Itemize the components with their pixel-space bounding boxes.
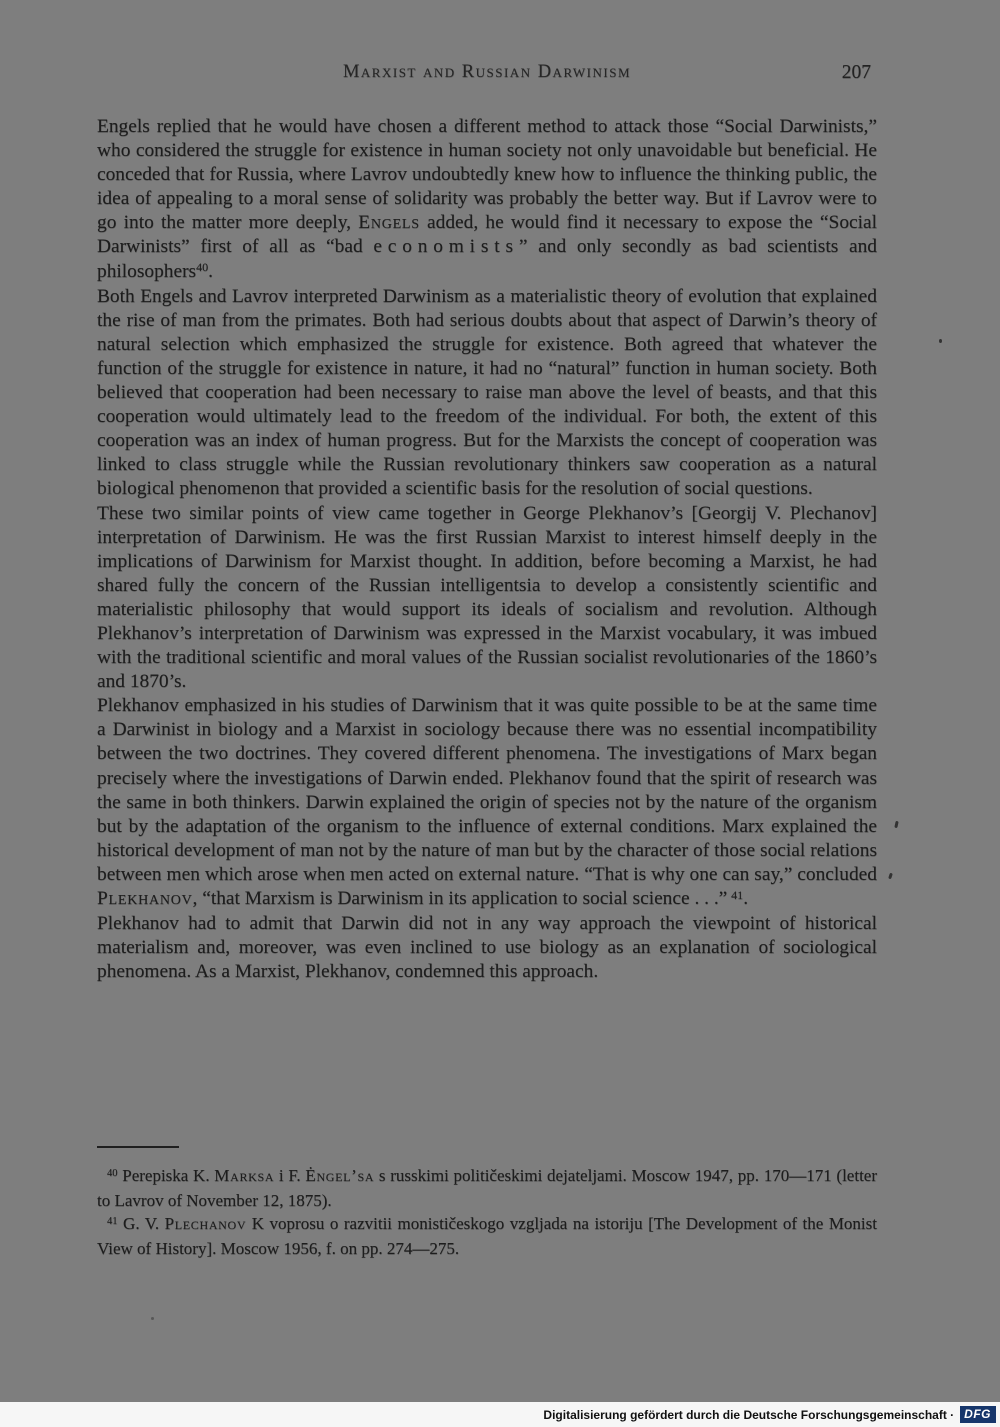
scan-artifact [151,1317,154,1320]
scan-artifact [888,873,893,880]
digitization-credit: Digitalisierung gefördert durch die Deutsche Forschungsgemeinschaft · [543,1407,955,1422]
paragraph-5: Plekhanov had to admit that Darwin did not in any way approach the viewpoint of historical materialism and, moreover, was even inclined to use biology as an explanation of sociological phenomena. As a Marxist, Plekhanov, condemned this approach. [97,913,877,983]
footnote-40: $^{40}$ Perepiska K. Marksa i F. Ėngel’sa s russkimi političeskimi dejateljami. Moscow 1947, pp. 170—171 (letter to Lavrov of November 12, 1875). [97,1166,877,1211]
footnote-separator-rule [97,1146,179,1148]
footnote-41: $^{41}$ G. V. Plechanov K voprosu o razvitii monističeskogo vzgljada na istoriju [The Development of the Monist View of History]. Moscow 1956, f. on pp. 274—275. [97,1213,877,1258]
footnotes-section [97,1146,877,1260]
paragraph-2: Both Engels and Lavrov interpreted Darwinism as a materialistic theory of evolution that explained the rise of man from the primates. Both had serious doubts about that aspect of Darwin’s theory of natural selection which emphasized the struggle for existence. Both agreed that whatever the function of the struggle for existence in nature, it had no “natural” function in human society. Both believed that cooperation had been necessary to raise man above the level of beasts, and that this cooperation would ultimately lead to the freedom of the individual. For both, the extent of this cooperation was an index of human progress. But for the Marxists the concept of cooperation was linked to class struggle while the Russian revolutionary thinkers saw cooperation as a natural biological phenomenon that provided a scientific basis for the resolution of social questions. [97,285,877,500]
page-number: 207 [841,62,871,83]
scan-artifact [894,821,898,828]
page-header [97,62,877,88]
scan-artifact [939,339,942,343]
digitization-footer [0,1402,1000,1427]
paragraph-1: Engels replied that he would have chosen a different method to attack those “Social Darwinists,” who considered the struggle for existence in human society not only unavoidable but beneficial. He conceded that for Russia, where Lavrov undoubtedly knew how to influence the thinking public, the idea of appealing to a moral sense of solidarity was probably the better way. But if Lavrov were to go into the matter more deeply, Engels added, he would find it necessary to expose the “Social Darwinists” first of all as “bad economists” and only secondly as bad scientists and philosophers$^{40}$. [97,116,877,282]
running-title: Marxist and Russian Darwinism [342,62,632,82]
body-text [97,115,877,984]
dfg-logo: DFG [960,1406,996,1423]
paragraph-4: Plekhanov emphasized in his studies of Darwinism that it was quite possible to be at the same time a Darwinist in biology and a Marxist in sociology because there was no essential incompatibility between the two doctrines. They covered different phenomena. The investigations of Marx began precisely where the investigations of Darwin ended. Plekhanov found that the spirit of research was the same in both thinkers. Darwin explained the origin of species not by the nature of the organism but by the adaptation of the organism to the influence of external conditions. Marx explained the historical development of man not by the nature of man but by the character of those social relations between men which arose when men acted on external nature. “That is why one can say,” concluded Plekhanov, “that Marxism is Darwinism in its application to social science . . .” $^{41}$. [97,695,877,909]
paragraph-3: These two similar points of view came together in George Plekhanov’s [Georgij V. Plechanov] interpretation of Darwinism. He was the first Russian Marxist to interest himself deeply in the implications of Darwinism for Marxist thought. In addition, before becoming a Marxist, he had shared fully the concern of the Russian intelligentsia to develop a consistently scientific and materialistic philosophy that would support its ideals of socialism and revolution. Although Plekhanov’s interpretation of Darwinism was expressed in the Marxist vocabulary, it was imbued with the traditional scientific and moral values of the Russian socialist revolutionaries of the 1860’s and 1870’s. [97,502,877,693]
